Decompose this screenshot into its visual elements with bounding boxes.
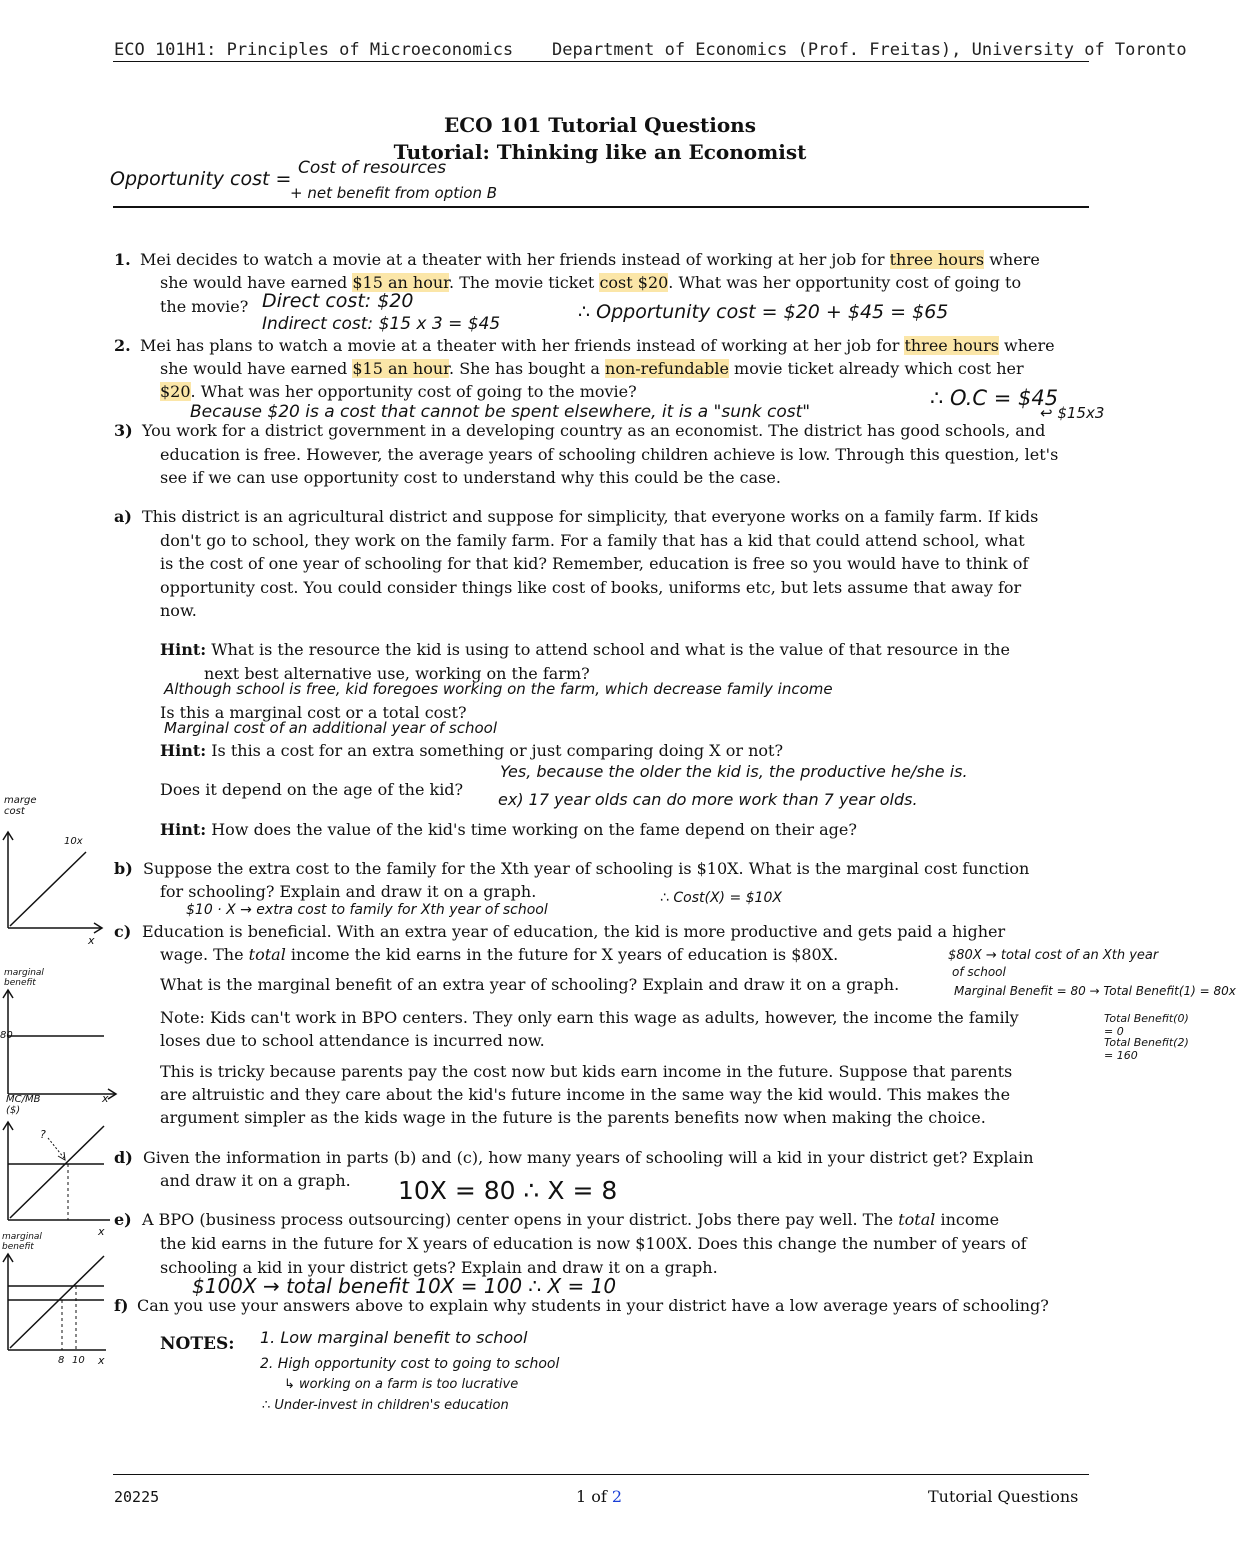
qa-line3: is the cost of one year of schooling for that kid? Remember, education is free so you would have to think of xyxy=(160,554,1029,573)
graph1-line-label: 10x xyxy=(64,836,83,847)
hw-q2-oc: ∴ O.C = $45 xyxy=(930,386,1059,410)
graph2-xlabel: x xyxy=(102,1092,109,1105)
qc-note2: loses due to school attendance is incurred now. xyxy=(160,1031,545,1050)
page-subtitle: Tutorial: Thinking like an Economist xyxy=(393,140,807,164)
graph4-xlabel: x xyxy=(98,1354,105,1367)
qd-number: d) xyxy=(114,1148,133,1167)
q1-number: 1. xyxy=(114,250,131,269)
qf-line1: Can you use your answers above to explain why students in your district have a low average years of schooling? xyxy=(137,1296,1049,1315)
department-header: Department of Economics (Prof. Freitas), University of Toronto xyxy=(552,40,1187,60)
qe-line2: the kid earns in the future for X years of education is now $100X. Does this change the number of years of xyxy=(160,1234,1027,1253)
hw-note-3: ↳ working on a farm is too lucrative xyxy=(284,1377,519,1392)
graph4-tick-10: 10 xyxy=(72,1355,85,1366)
hw-q1-indirect: Indirect cost: $15 x 3 = $45 xyxy=(262,314,501,334)
q2-number: 2. xyxy=(114,336,131,355)
graph1-marginal-cost xyxy=(0,828,110,938)
hw-note-1: 1. Low marginal benefit to school xyxy=(260,1328,528,1347)
qe-line1: A BPO (business process outsourcing) center opens in your district. Jobs there pay well. The total income xyxy=(142,1210,1000,1229)
qb-number: b) xyxy=(114,859,133,878)
hw-qc-mb: Marginal Benefit = 80 → Total Benefit(1) = 80x xyxy=(954,984,1236,998)
graph3-mc-mb xyxy=(0,1118,110,1233)
hw-note-4: ∴ Under-invest in children's education xyxy=(262,1398,509,1413)
q1-line1: Mei decides to watch a movie at a theater with her friends instead of working at her job for three hours where xyxy=(140,250,1040,269)
qf-number: f) xyxy=(114,1296,129,1315)
qd-line2: and draw it on a graph. xyxy=(160,1171,351,1190)
q3-line3: see if we can use opportunity cost to understand why this could be the case. xyxy=(160,468,781,487)
graph2-marginal-benefit xyxy=(0,986,110,1098)
notes-label: NOTES: xyxy=(160,1334,235,1354)
q1-line3: the movie? xyxy=(160,297,249,316)
q2-line3: $20. What was her opportunity cost of going to the movie? xyxy=(160,382,637,401)
q3-number: 3) xyxy=(114,421,133,440)
qa-hint2: Hint: Is this a cost for an extra something or just comparing doing X or not? xyxy=(160,741,784,760)
graph2-ylabel: marginal benefit xyxy=(4,968,44,988)
graph1-xlabel: x xyxy=(88,934,95,947)
hw-qc-tb0: Total Benefit(0) = 0 xyxy=(1104,1012,1189,1038)
hw-qa-hint1: Although school is free, kid foregoes working on the farm, which decrease family income xyxy=(164,680,833,698)
q2-line2: she would have earned $15 an hour. She has bought a non-refundable movie ticket already which cost her xyxy=(160,359,1024,378)
hw-qb-extra: $10 · X → extra cost to family for Xth year of school xyxy=(186,902,548,918)
hw-qc-total2: of school xyxy=(952,965,1006,979)
footer-term: 20225 xyxy=(114,1488,160,1506)
hw-q2-calc: ↩ $15x3 xyxy=(1040,404,1105,422)
qc-tricky1: This is tricky because parents pay the cost now but kids earn income in the future. Suppose that parents xyxy=(160,1062,1013,1081)
graph3-xlabel: x xyxy=(98,1225,105,1238)
qc-note1: Note: Kids can't work in BPO centers. They only earn this wage as adults, however, the income the family xyxy=(160,1008,1019,1027)
qa-age-question: Does it depend on the age of the kid? xyxy=(160,780,464,799)
graph3-ylabel: MC/MB ($) xyxy=(6,1094,41,1116)
course-header: ECO 101H1: Principles of Microeconomics xyxy=(114,40,514,60)
hw-q2-sunk: Because $20 is a cost that cannot be spent elsewhere, it is a "sunk cost" xyxy=(190,402,811,422)
q3-line2: education is free. However, the average years of schooling children achieve is low. Through this question, let's xyxy=(160,445,1059,464)
hw-qd-answer: 10X = 80 ∴ X = 8 xyxy=(398,1176,618,1205)
hw-qe-answer: $100X → total benefit 10X = 100 ∴ X = 10 xyxy=(192,1274,617,1298)
page-title: ECO 101 Tutorial Questions xyxy=(443,113,756,137)
hw-qa-age1: Yes, because the older the kid is, the productive he/she is. xyxy=(500,762,968,781)
qb-line2: for schooling? Explain and draw it on a graph. xyxy=(160,882,537,901)
graph4-mb-shift xyxy=(0,1250,110,1360)
header-rule xyxy=(113,61,1089,62)
footer-right: Tutorial Questions xyxy=(928,1487,1079,1506)
qe-line3: schooling a kid in your district gets? Explain and draw it on a graph. xyxy=(160,1258,718,1277)
qa-hint3: Hint: How does the value of the kid's time working on the fame depend on their age? xyxy=(160,820,857,839)
hw-cost-resources: Cost of resources xyxy=(298,158,447,178)
footer-page: 1 of 2 xyxy=(576,1487,623,1506)
hw-note-2: 2. High opportunity cost to going to school xyxy=(260,1356,560,1372)
hw-qc-tb2: Total Benefit(2) = 160 xyxy=(1104,1036,1189,1062)
graph2-value: 80 xyxy=(0,1030,13,1041)
hw-qa-age2: ex) 17 year olds can do more work than 7 year olds. xyxy=(498,790,918,809)
hw-q1-direct: Direct cost: $20 xyxy=(262,290,414,312)
page-total-link[interactable]: 2 xyxy=(611,1487,623,1506)
qc-line2: wage. The total income the kid earns in the future for X years of education is $80X. xyxy=(160,945,839,964)
graph1-ylabel: marge cost xyxy=(4,795,37,817)
qc-tricky2: are altruistic and they care about the kid's future income in the same way the kid would. This makes the xyxy=(160,1085,1011,1104)
qc-line3: What is the marginal benefit of an extra year of schooling? Explain and draw it on a graph. xyxy=(160,975,900,994)
footer-rule xyxy=(113,1474,1089,1475)
graph4-ylabel: marginal benefit xyxy=(2,1232,42,1252)
qa-hint1-cont: next best alternative use, working on the farm? xyxy=(204,664,590,683)
q1-line2: she would have earned $15 an hour. The movie ticket cost $20. What was her opportunity cost of going to xyxy=(160,273,1022,292)
qa-marginal-question: Is this a marginal cost or a total cost? xyxy=(160,703,467,722)
q2-line1: Mei has plans to watch a movie at a theater with her friends instead of working at her job for three hours where xyxy=(140,336,1055,355)
hw-qb-cost: ∴ Cost(X) = $10X xyxy=(660,890,782,906)
hw-opportunity-label: Opportunity cost = xyxy=(110,168,292,190)
qa-line2: don't go to school, they work on the family farm. For a family that has a kid that could attend school, what xyxy=(160,531,1025,550)
qa-line4: opportunity cost. You could consider things like cost of books, uniforms etc, but lets assume that away for xyxy=(160,578,1022,597)
title-rule xyxy=(113,206,1089,208)
graph3-question: ? xyxy=(40,1128,46,1141)
qa-number: a) xyxy=(114,507,132,526)
qa-hint1: Hint: What is the resource the kid is using to attend school and what is the value of that resource in the xyxy=(160,640,1010,659)
qb-line1: Suppose the extra cost to the family for the Xth year of schooling is $10X. What is the marginal cost function xyxy=(143,859,1030,878)
graph4-tick-8: 8 xyxy=(58,1355,65,1366)
hw-net-benefit: + net benefit from option B xyxy=(290,184,498,202)
qa-line5: now. xyxy=(160,601,197,620)
qa-line1: This district is an agricultural district and suppose for simplicity, that everyone works on a family farm. If kids xyxy=(142,507,1039,526)
hw-qc-total1: $80X → total cost of an Xth year xyxy=(948,948,1159,963)
hw-qa-marginal: Marginal cost of an additional year of school xyxy=(164,719,498,737)
hw-q1-answer: ∴ Opportunity cost = $20 + $45 = $65 xyxy=(578,301,949,323)
qd-line1: Given the information in parts (b) and (c), how many years of schooling will a kid in your district get? Explain xyxy=(143,1148,1034,1167)
qc-number: c) xyxy=(114,922,132,941)
qc-line1: Education is beneficial. With an extra year of education, the kid is more productive and gets paid a higher xyxy=(142,922,1006,941)
q3-line1: You work for a district government in a developing country as an economist. The district has good schools, and xyxy=(142,421,1046,440)
qc-tricky3: argument simpler as the kids wage in the future is the parents benefits now when making the choice. xyxy=(160,1108,986,1127)
qe-number: e) xyxy=(114,1210,132,1229)
